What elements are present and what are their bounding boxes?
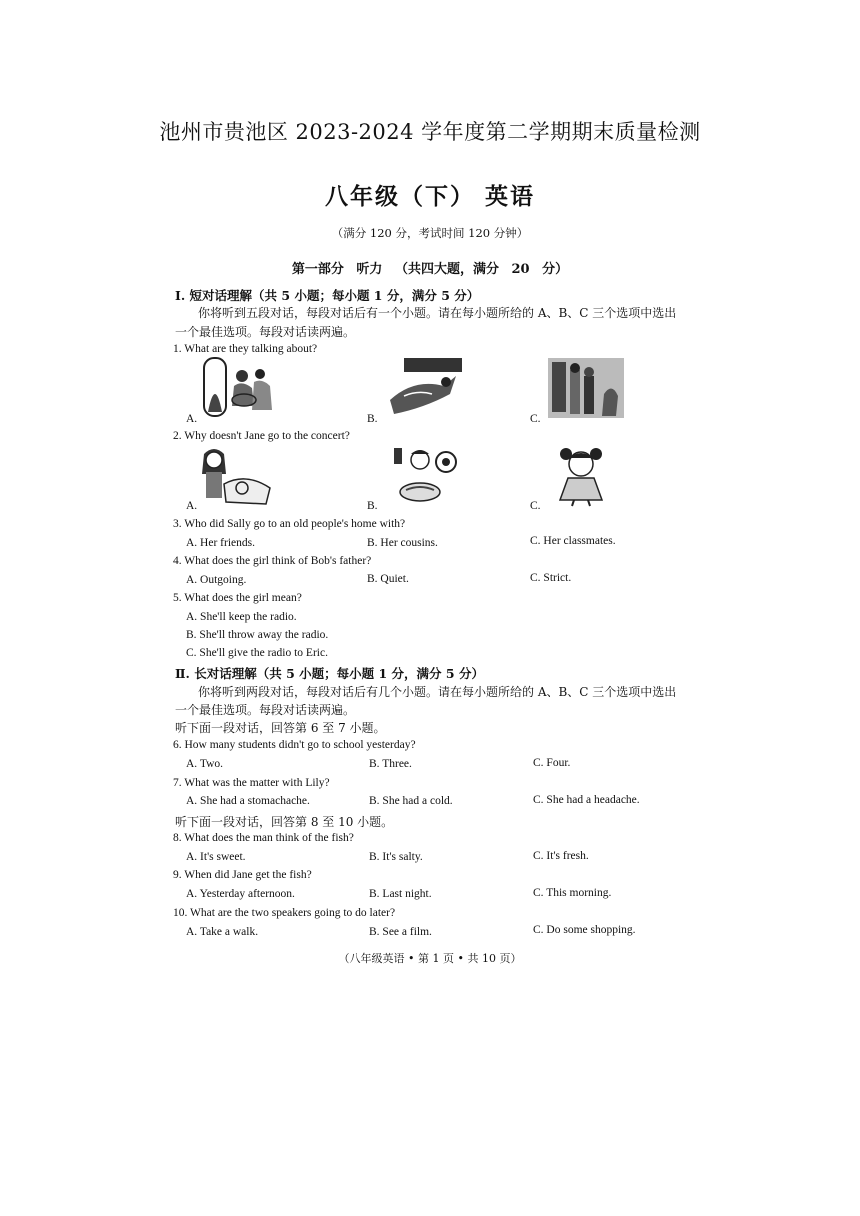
painting-scene-icon [200, 356, 280, 420]
section2-instruction-1: 你将听到两段对话，每段对话后有几个小题。请在每小题所给的 A、B、C 三个选项中选出 [198, 685, 677, 699]
question-5-option-b[interactable]: B. She'll throw away the radio. [186, 629, 329, 641]
question-7-option-b[interactable]: B. She had a cold. [369, 795, 453, 807]
question-3-stem: 3. Who did Sally go to an old people's home with? [173, 518, 406, 530]
question-7-option-c[interactable]: C. She had a headache. [533, 794, 640, 806]
question-7-option-a[interactable]: A. She had a stomachache. [186, 795, 310, 807]
question-8-stem: 8. What does the man think of the fish? [173, 832, 354, 844]
question-6-option-c[interactable]: C. Four. [533, 757, 571, 769]
question-9-option-c[interactable]: C. This morning. [533, 887, 612, 899]
part-heading: 第一部分 听力 （共四大题，满分 20 分） [291, 262, 569, 277]
question-8-option-a[interactable]: A. It's sweet. [186, 851, 246, 863]
question-3-option-b[interactable]: B. Her cousins. [367, 537, 438, 549]
question-4-stem: 4. What does the girl think of Bob's father? [173, 555, 372, 567]
question-1-option-c[interactable]: C. [530, 413, 541, 425]
question-10-option-c[interactable]: C. Do some shopping. [533, 924, 636, 936]
section2-instruction-2: 一个最佳选项。每段对话读两遍。 [175, 703, 356, 717]
question-5-stem: 5. What does the girl mean? [173, 592, 302, 604]
cooking-boy-icon [384, 444, 464, 508]
question-4-option-a[interactable]: A. Outgoing. [186, 574, 247, 586]
question-1-option-b[interactable]: B. [367, 413, 378, 425]
question-5-option-a[interactable]: A. She'll keep the radio. [186, 611, 297, 623]
question-2-stem: 2. Why doesn't Jane go to the concert? [173, 430, 350, 442]
street-crowd-icon [546, 356, 626, 420]
section1-instruction-1: 你将听到五段对话，每段对话后有一个小题。请在每小题所给的 A、B、C 三个选项中选出 [198, 306, 677, 320]
question-1-stem: 1. What are they talking about? [173, 343, 318, 355]
document-title: 池州市贵池区 2023-2024 学年度第二学期期末质量检测 [159, 120, 701, 144]
question-2-option-c[interactable]: C. [530, 500, 541, 512]
question-9-option-a[interactable]: A. Yesterday afternoon. [186, 888, 295, 900]
question-6-option-a[interactable]: A. Two. [186, 758, 223, 770]
score-note: （满分 120 分，考试时间 120 分钟） [331, 226, 529, 240]
question-5-option-c[interactable]: C. She'll give the radio to Eric. [186, 647, 328, 659]
question-6-stem: 6. How many students didn't go to school yesterday? [173, 739, 416, 751]
exam-title: 八年级（下） 英语 [324, 183, 535, 210]
girl-pigtails-icon [546, 444, 626, 508]
question-2-option-a[interactable]: A. [186, 500, 198, 512]
question-4-option-c[interactable]: C. Strict. [530, 572, 572, 584]
section2-title: Ⅱ. 长对话理解（共 5 小题；每小题 1 分，满分 5 分） [175, 666, 484, 681]
dialog1-note: 听下面一段对话，回答第 6 至 7 小题。 [175, 721, 386, 735]
question-10-stem: 10. What are the two speakers going to do later? [173, 907, 396, 919]
question-2-option-b[interactable]: B. [367, 500, 378, 512]
question-1-option-a[interactable]: A. [186, 413, 198, 425]
flying-figure-icon [384, 356, 464, 420]
question-3-option-c[interactable]: C. Her classmates. [530, 535, 616, 547]
question-8-option-c[interactable]: C. It's fresh. [533, 850, 589, 862]
question-6-option-b[interactable]: B. Three. [369, 758, 412, 770]
page-footer: （八年级英语 • 第 1 页 • 共 10 页） [338, 952, 522, 965]
question-3-option-a[interactable]: A. Her friends. [186, 537, 255, 549]
question-10-option-b[interactable]: B. See a film. [369, 926, 432, 938]
question-9-option-b[interactable]: B. Last night. [369, 888, 432, 900]
question-10-option-a[interactable]: A. Take a walk. [186, 926, 259, 938]
dialog2-note: 听下面一段对话，回答第 8 至 10 小题。 [175, 815, 394, 829]
section1-title: Ⅰ. 短对话理解（共 5 小题；每小题 1 分，满分 5 分） [175, 288, 480, 303]
question-8-option-b[interactable]: B. It's salty. [369, 851, 423, 863]
question-9-stem: 9. When did Jane get the fish? [173, 869, 312, 881]
question-4-option-b[interactable]: B. Quiet. [367, 573, 409, 585]
girl-with-baby-icon [196, 444, 276, 508]
question-7-stem: 7. What was the matter with Lily? [173, 777, 330, 789]
section1-instruction-2: 一个最佳选项。每段对话读两遍。 [175, 325, 356, 339]
